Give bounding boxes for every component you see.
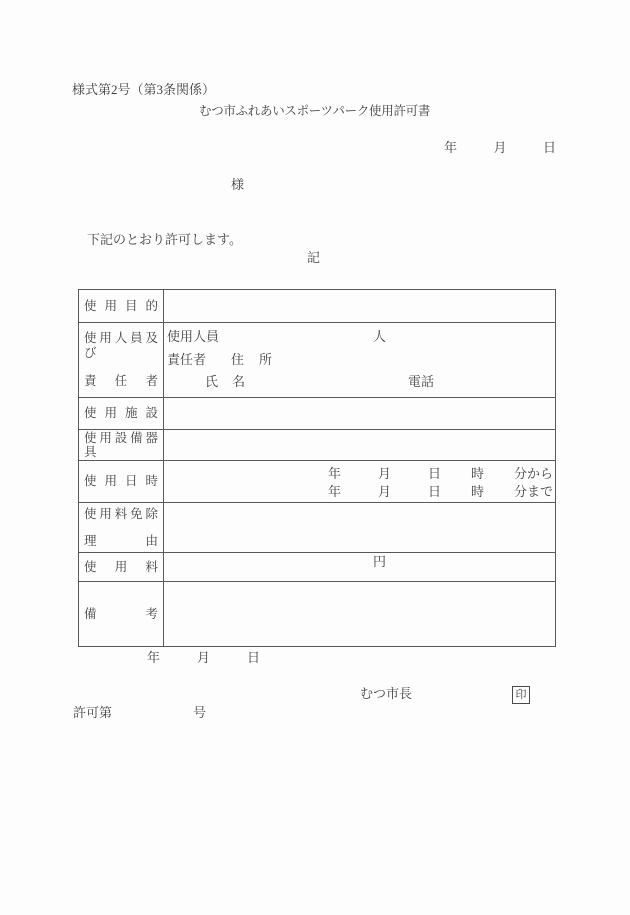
row-label-text: 使用料 <box>84 559 158 574</box>
row-value-equipment <box>164 430 555 460</box>
table-row-datetime <box>79 460 555 502</box>
issue-date-day-label: 日 <box>542 140 556 155</box>
row-value-fee <box>164 553 555 581</box>
document-title: むつ市ふれあいスポーツパーク使用許可書 <box>199 104 431 118</box>
from-day-label: 日 <box>428 466 442 481</box>
from-hour-label: 時 <box>471 466 485 481</box>
note-marker: 記 <box>307 250 321 265</box>
personnel-count-label: 使用人員 <box>167 329 220 344</box>
row-label-text: 責任者 <box>84 374 158 389</box>
row-label-text: 使用目的 <box>84 298 158 313</box>
personnel-unit-label: 人 <box>373 329 387 344</box>
from-year-label: 年 <box>328 466 342 481</box>
intro-text: 下記のとおり許可します。 <box>87 232 242 247</box>
from-minute-label: 分から <box>514 466 554 481</box>
permit-number-prefix: 許可第 <box>73 705 113 720</box>
row-value-facility <box>164 398 555 429</box>
row-label-text: 理由 <box>84 533 158 548</box>
to-day-label: 日 <box>428 484 442 499</box>
responsible-person-label: 責任者 <box>167 352 207 367</box>
table-row-personnel <box>79 322 555 397</box>
row-label-purpose <box>79 290 164 322</box>
permit-number-suffix: 号 <box>193 705 207 720</box>
permit-table <box>78 289 556 647</box>
to-year-label: 年 <box>328 484 342 499</box>
row-label-text: 使用設備器具 <box>84 430 158 459</box>
phone-label: 電話 <box>408 374 435 389</box>
issue-date-month-label: 月 <box>493 140 507 155</box>
table-row-fee-exemption <box>79 502 555 552</box>
table-row-facility <box>79 397 555 429</box>
row-value-remarks <box>164 582 555 646</box>
issue-date-year-label: 年 <box>444 140 458 155</box>
row-value-datetime <box>164 461 555 502</box>
to-month-label: 月 <box>378 484 392 499</box>
fee-unit-label: 円 <box>373 554 387 569</box>
address-label: 住 <box>231 352 245 367</box>
row-value-fee-exemption <box>164 503 555 552</box>
decision-date-day-label: 日 <box>246 650 260 665</box>
row-label-remarks <box>79 582 164 646</box>
row-label-text: 使用料免除 <box>84 507 158 522</box>
to-hour-label: 時 <box>471 484 485 499</box>
row-label-datetime <box>79 461 164 502</box>
name-label: 名 <box>232 374 246 389</box>
table-row-purpose <box>79 290 555 322</box>
decision-date-line <box>147 651 260 664</box>
table-row-remarks <box>79 581 555 646</box>
row-label-fee <box>79 553 164 581</box>
seal-stamp <box>512 686 530 704</box>
issue-date-line <box>444 141 556 154</box>
form-number: 様式第2号（第3条関係） <box>72 82 216 97</box>
decision-date-year-label: 年 <box>147 650 161 665</box>
row-label-text: 使用人員及び <box>84 331 158 360</box>
mayor-label: むつ市長 <box>360 686 413 701</box>
row-label-fee-exemption <box>79 503 164 552</box>
table-row-fee <box>79 552 555 581</box>
row-value-personnel <box>164 323 555 397</box>
row-value-purpose <box>164 290 555 322</box>
row-label-text: 使用日時 <box>84 474 158 489</box>
row-label-text: 備考 <box>84 606 158 621</box>
decision-date-month-label: 月 <box>196 650 210 665</box>
seal-character: 印 <box>515 688 527 701</box>
row-label-text: 使用施設 <box>84 406 158 421</box>
row-label-equipment <box>79 430 164 460</box>
address-label: 所 <box>259 352 273 367</box>
addressee-honorific: 様 <box>231 177 245 192</box>
from-month-label: 月 <box>378 466 392 481</box>
row-label-facility <box>79 398 164 429</box>
to-minute-label: 分まで <box>514 484 554 499</box>
name-label: 氏 <box>205 374 219 389</box>
row-label-personnel <box>79 323 164 397</box>
table-row-equipment <box>79 429 555 460</box>
